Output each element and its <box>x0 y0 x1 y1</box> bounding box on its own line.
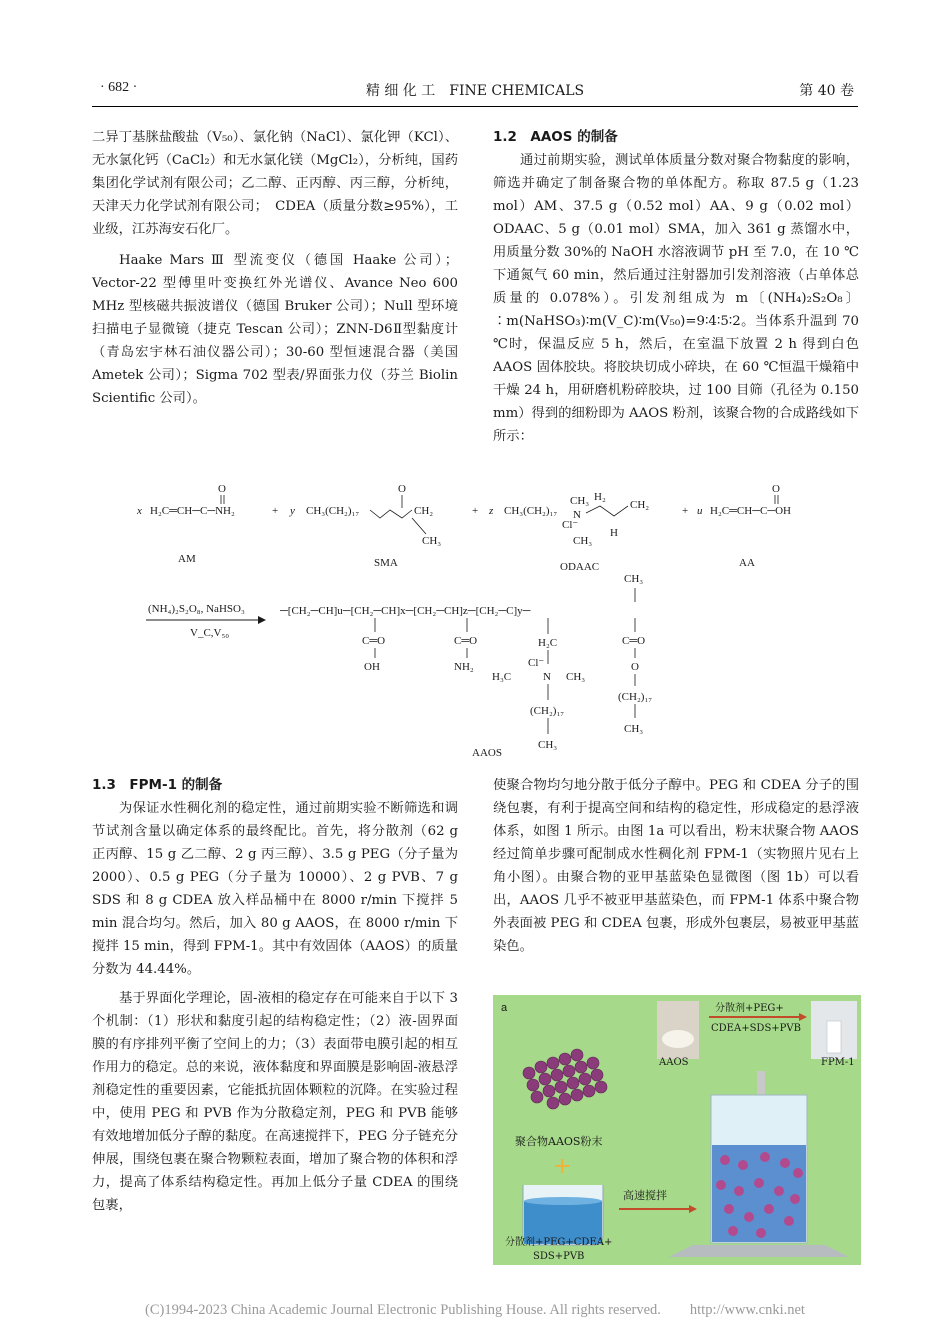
coef-y: y <box>290 505 295 517</box>
instruments-paragraph: Haake Mars Ⅲ 型流变仪（德国 Haake 公司）；Vector-22 型傅里叶变换红外光谱仪、Avance Neo 600 MHz 型核磁共振波谱仪（德国 Bruker 公司）；Null 型环境扫描电子显微镜（捷克 Tescan 公司）；ZNN-D6Ⅱ型黏度计（青岛宏宇林石油仪器公司）；30-60 型恒速混合器（美国 Ametek 公司）；Sigma 702 型表/界面张力仪（芬兰 Biolin Scientific 公司）。 <box>92 253 458 406</box>
odaac-unit-h3c: H₃C <box>492 671 512 683</box>
odaac-unit-ch3-end: CH₃ <box>538 739 558 751</box>
section-heading-1-3: 1.3 FPM-1 的制备 <box>92 777 223 793</box>
right-column-upper <box>493 126 859 448</box>
sma-unit-ch3-end: CH₃ <box>624 723 644 735</box>
odaac-h2: H₂ <box>594 491 606 503</box>
right-column-lower <box>493 774 859 958</box>
aa-unit-co: C═O <box>362 635 386 647</box>
aa-unit-oh: OH <box>364 661 380 673</box>
stability-paragraph: 基于界面化学理论，固-液相的稳定存在可能来自于以下 3 个机制：（1）形状和黏度引起的结构稳定性；（2）液-固界面膜的有序排列平衡了空间上的力；（3）表面带电膜引起的相互作用力的稳定。总的来说，液体黏度和界面膜是影响固-液悬浮剂稳定性的重要因素，它能抵抗固体颗粒的沉降。在实验过程中，使用 PEG 和 PVB 作为分散稳定剂，PEG 和 PVB 能够有效地增加低分子醇的黏度。在高速搅拌下，PEG 分子链充分伸展，围绕包裹在聚合物颗粒表面，增加了聚合物的体积和浮力，提高了体系结构稳定性。再加上低分子量 CDEA 的围绕包裹， <box>92 991 458 1213</box>
beaker-label-line1: 分散剂+PEG+CDEA+ <box>505 1237 613 1248</box>
dispersion-paragraph: 使聚合物均匀地分散于低分子醇中。PEG 和 CDEA 分子的围绕包裹，有利于提高空间和结构的稳定性，形成稳定的悬浮液体系，如图 1 所示。由图 1a 可以看出，粉末状聚合物 AAOS 经过简单步骤可配制成水性稠化剂 FPM-1（实物照片见右上角小图）。由聚合物的亚甲基蓝染色显微图（图 1b）可以看出，AAOS 几乎不被亚甲基蓝染色，而 FPM-1 体系中聚合物外表面被 PEG 和 CDEA 包裹，形成外包裹层，易被亚甲基蓝染色。 <box>493 778 859 954</box>
sma-unit-o: O <box>631 661 639 673</box>
synthesis-scheme <box>92 478 858 768</box>
left-column-lower <box>92 774 458 1217</box>
fpm-prep-paragraph: 为保证水性稠化剂的稳定性，通过前期实验不断筛选和调节试剂含量以确定体系的最终配比。首先，将分散剂（62 g 正丙醇、15 g 乙二醇、2 g 丙三醇）、3.5 g PEG（分子量为 2000）、0.5 g PEG（分子量为 10000）、2 g PVB、7 g SDS 和 8 g CDEA 放入样品桶中在 8000 r/min 下搅拌 5 min 混合均匀。然后，加入 80 g AAOS，在 8000 r/min 下搅拌 15 min，得到 FPM-1。其中有效固体（AAOS）的质量分数为 44.44%。 <box>92 801 458 977</box>
plus-3: + <box>682 505 689 517</box>
odaac-ch3-top: CH₃ <box>570 495 590 507</box>
odaac-cl: Cl⁻ <box>562 519 579 531</box>
arrow-top-label: 分散剂+PEG+ <box>715 1003 784 1014</box>
odaac-unit-cl: Cl⁻ <box>528 657 545 669</box>
aa-formula: H₂C═CH─C─OH <box>710 505 792 517</box>
am-formula: H₂C═CH─C─NH₂ <box>150 505 235 517</box>
plus-1: + <box>272 505 279 517</box>
plus-2: + <box>472 505 479 517</box>
sma-chain: CH₃(CH₂)₁₇ <box>306 505 360 517</box>
coef-z: z <box>489 505 494 517</box>
fpm-photo-label: FPM-1 <box>821 1057 855 1068</box>
sma-carbonyl-o: O <box>398 483 406 495</box>
coef-u: u <box>697 505 703 517</box>
copyright-footer: (C)1994-2023 China Academic Journal Electronic Publishing House. All rights reserved. http://www.cnki.net <box>145 1302 805 1318</box>
odaac-ch3-bottom: CH₃ <box>573 535 593 547</box>
sma-ch3: CH₃ <box>422 535 442 547</box>
sma-ch2: CH₂ <box>414 505 434 517</box>
reagents-paragraph: 二异丁基脒盐酸盐（V₅₀）、氯化钠（NaCl）、氯化钾（KCl）、无水氯化钙（CaCl₂）和无水氯化镁（MgCl₂），分析纯，国药集团化学试剂有限公司；乙二醇、正丙醇、丙三醇，分析纯，天津天力化学试剂有限公司； CDEA（质量分数≥95%），工业级，江苏海安石化厂。 <box>92 130 458 237</box>
figure-1a <box>493 995 861 1265</box>
volume-label: 第 40 卷 <box>799 83 854 99</box>
odaac-unit-n: N <box>543 671 551 683</box>
figure-panel-label: a <box>501 1002 508 1014</box>
am-carbonyl-o: O <box>218 483 226 495</box>
sma-unit-ch217: (CH₂)₁₇ <box>618 691 653 703</box>
mixer-beaker <box>669 1071 849 1257</box>
product-chain: ─[CH₂─CH]u─[CH₂─CH]x─[CH₂─CH]z─[CH₂─C]y─ <box>280 605 531 617</box>
am-unit-nh2: NH₂ <box>454 661 474 673</box>
header-rule <box>92 106 858 107</box>
page-number: · 682 · <box>100 80 138 95</box>
odaac-h: H <box>610 527 618 539</box>
plus-sign: + <box>553 1154 572 1179</box>
beaker-label-line2: SDS+PVB <box>533 1251 585 1262</box>
odaac-chain: CH₃(CH₂)₁₇ <box>504 505 558 517</box>
arrow-bottom-label: CDEA+SDS+PVB <box>711 1023 801 1034</box>
section-heading-1-2: 1.2 AAOS 的制备 <box>493 129 618 145</box>
reagents-top: (NH₄)₂S₂O₈, NaHSO₃ <box>148 603 245 615</box>
odaac-unit-ch3-right: CH₃ <box>566 671 586 683</box>
odaac-unit-h2c: H₂C <box>538 637 558 649</box>
odaac-n: N <box>573 509 581 521</box>
label-aa: AA <box>739 557 755 569</box>
label-aaos: AAOS <box>472 747 502 759</box>
powder-particles <box>523 1049 607 1109</box>
label-sma: SMA <box>374 557 398 569</box>
aaos-photo-label: AAOS <box>659 1057 689 1068</box>
sma-unit-co: C═O <box>622 635 646 647</box>
powder-label: 聚合物AAOS粉末 <box>515 1135 603 1148</box>
odaac-unit-ch217: (CH₂)₁₇ <box>530 705 565 717</box>
sma-unit-ch3-top: CH₃ <box>624 573 644 585</box>
label-odaac: ODAAC <box>560 561 600 573</box>
dispersant-beaker <box>523 1185 603 1245</box>
left-column-upper <box>92 126 458 410</box>
reagents-bottom: V_C,V₅₀ <box>190 627 230 639</box>
aaos-prep-paragraph: 通过前期实验，测试单体质量分数对聚合物黏度的影响，筛选并确定了制备聚合物的单体配方。称取 87.5 g（1.23 mol）AM、37.5 g（0.52 mol）AA、9 g（0.02 mol）ODAAC、5 g（0.01 mol）SMA，加入 361 g 蒸馏水中，用质量分数 30%的 NaOH 水溶液调节 pH 至 7.0，在 10 ℃下通氮气 60 min，然后通过注射器加引发剂溶液（占单体总质量的 0.078%）。引发剂组成为 m〔(NH₄)₂S₂O₈〕∶m(NaHSO₃)∶m(V_C)∶m(V₅₀)=9∶4∶5∶2。当体系升温到 70 ℃时，保温反应 5 h，然后，在室温下放置 2 h 得到白色 AAOS 固体胶块。将胶块切成小碎块，在 60 ℃恒温干燥箱中干燥 24 h，用研磨机粉碎胶块，过 100 目筛（孔径为 0.150 mm）得到的细粉即为 AAOS 粉剂，该聚合物的合成路线如下所示： <box>493 153 859 444</box>
odaac-ch2: CH₂ <box>630 499 650 511</box>
label-am: AM <box>178 553 196 565</box>
am-unit-co: C═O <box>454 635 478 647</box>
journal-title: 精 细 化 工 FINE CHEMICALS <box>365 83 585 99</box>
aa-carbonyl-o: O <box>772 483 780 495</box>
stir-label: 高速搅拌 <box>623 1189 667 1202</box>
coef-x: x <box>137 505 142 517</box>
